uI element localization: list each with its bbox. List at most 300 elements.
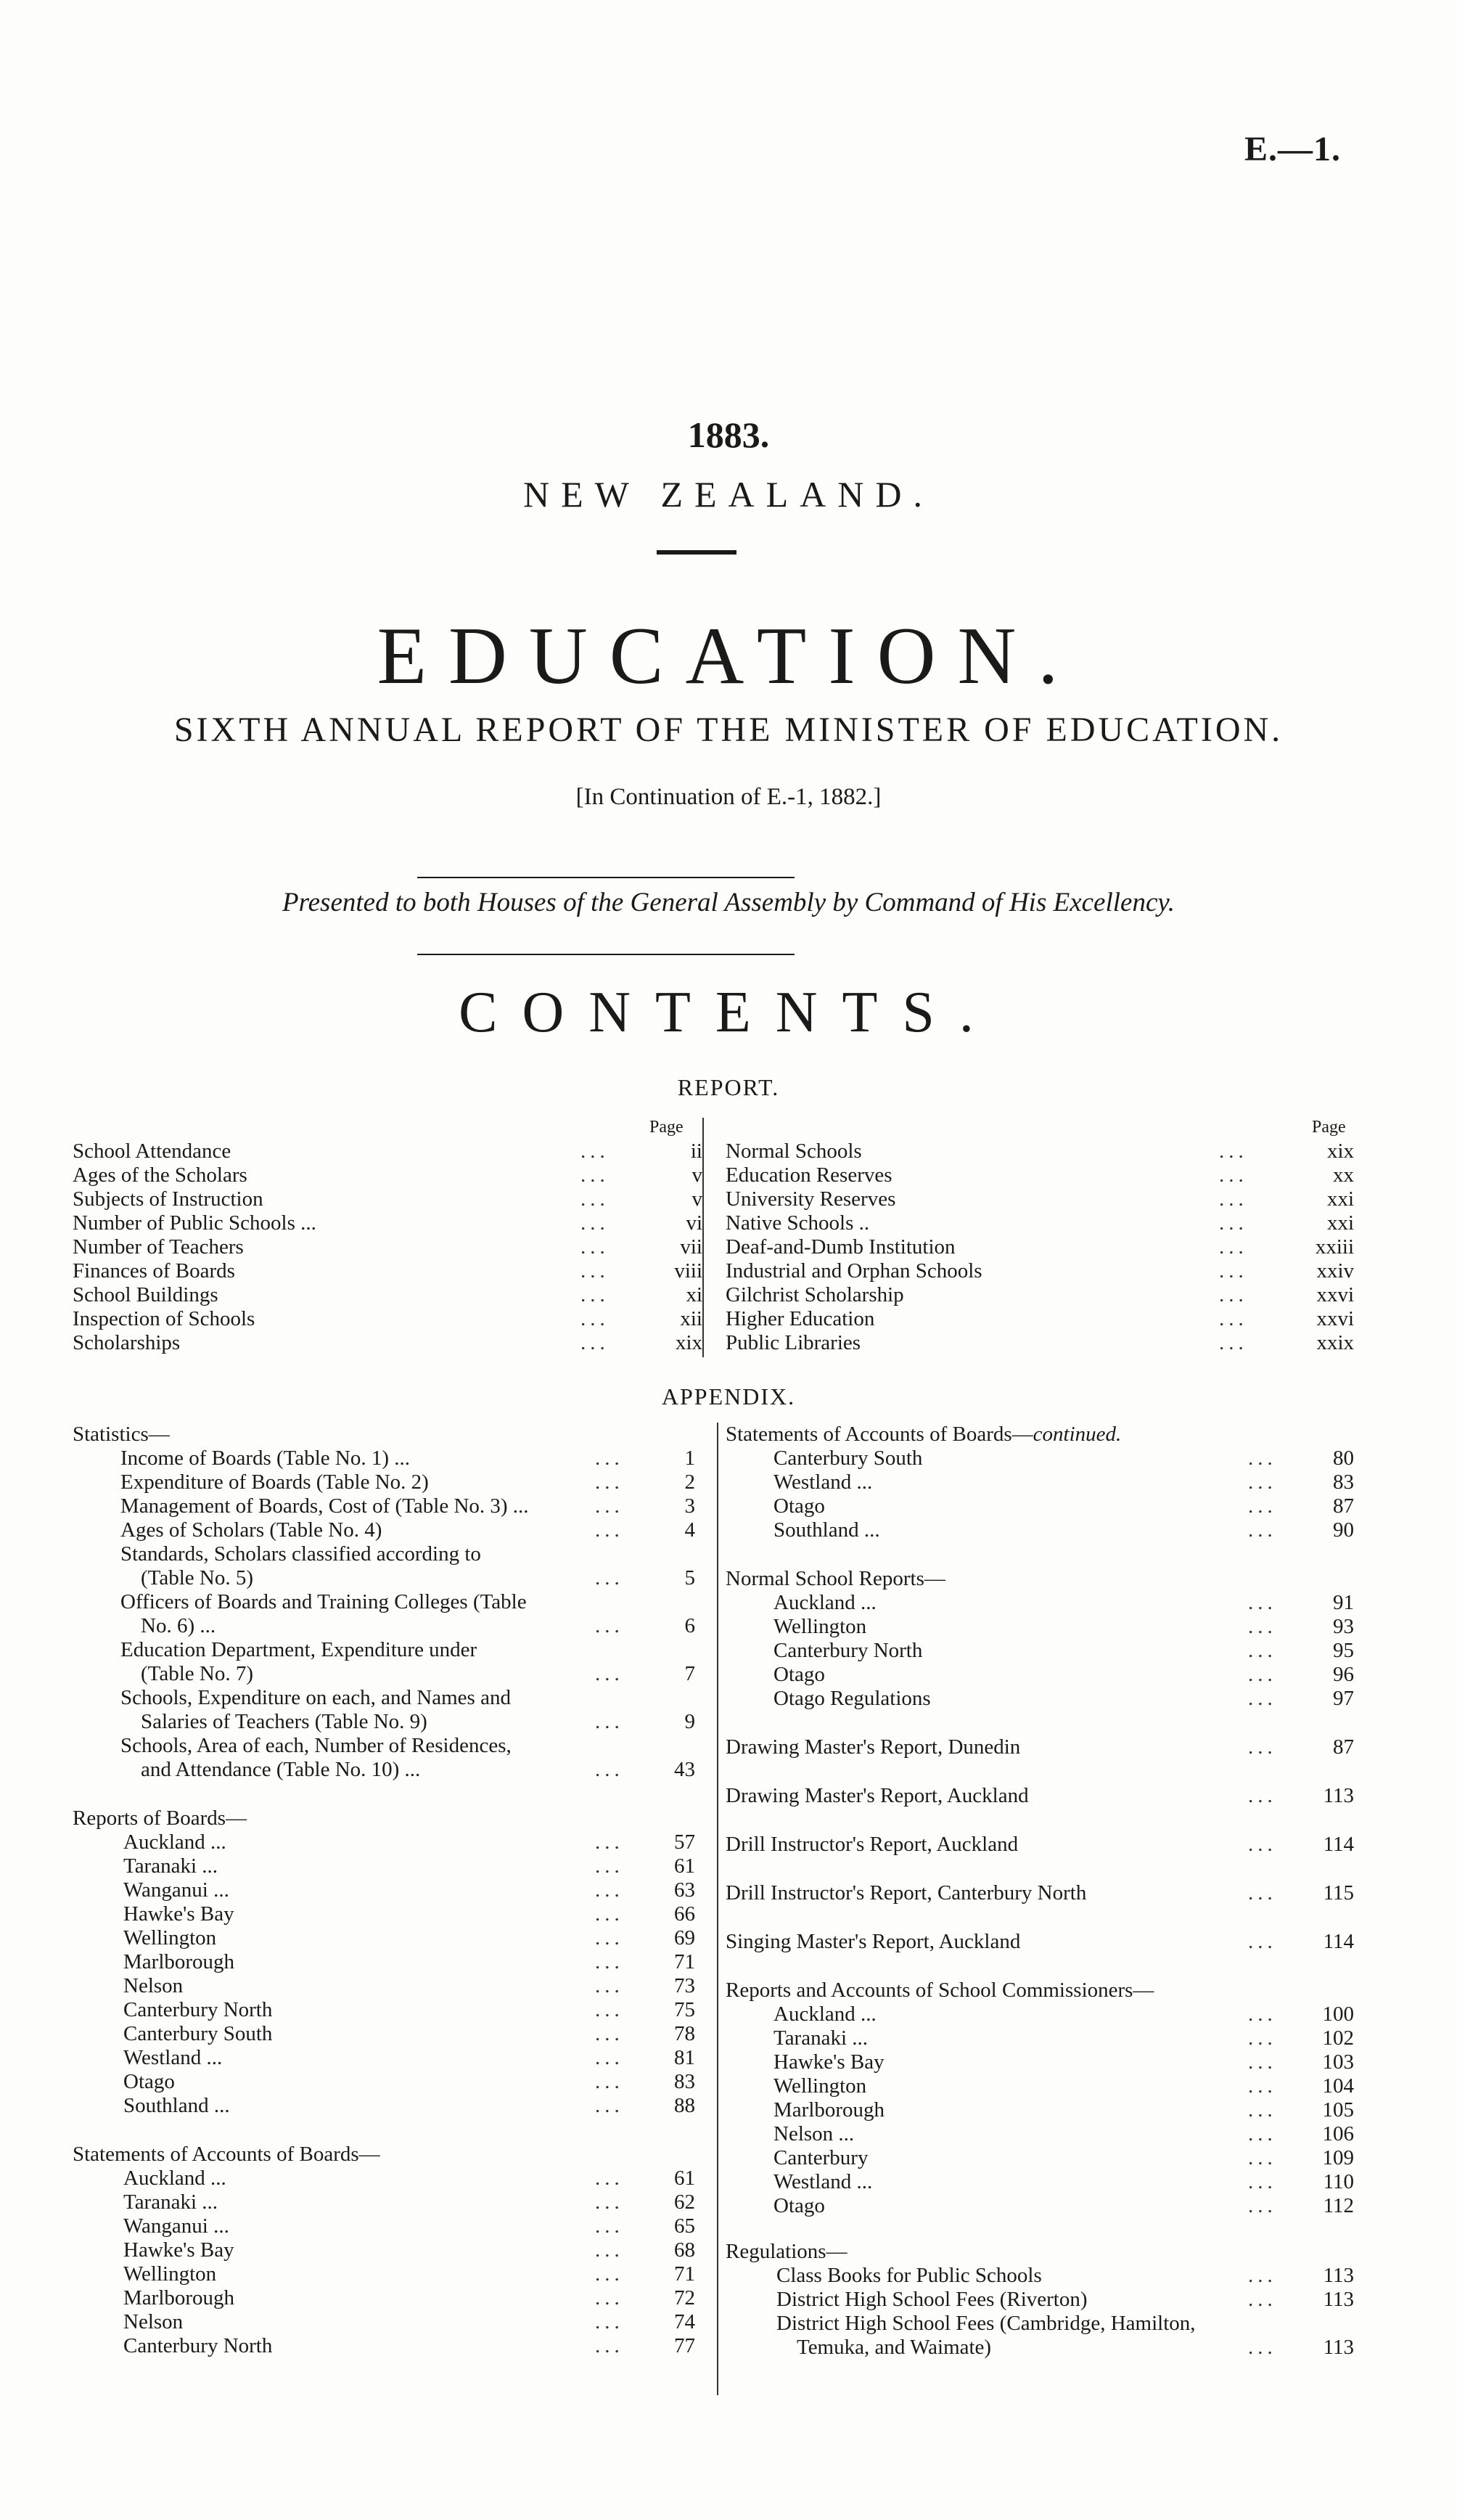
leader-dots: ... — [595, 1470, 624, 1494]
entry-label: Deaf-and-Dumb Institution — [726, 1235, 956, 1259]
report-entry — [726, 1331, 1357, 1355]
entry-label: District High School Fees (Riverton) — [776, 2288, 1088, 2311]
accounts-heading: Statements of Accounts of Boards— — [73, 2143, 380, 2166]
leader-dots: ... — [595, 2070, 624, 2093]
leader-dots: ... — [595, 1494, 624, 1518]
statistics-entry — [73, 1470, 697, 1494]
leader-dots: ... — [595, 1614, 624, 1637]
leader-dots: ... — [595, 2214, 624, 2238]
entry-page: 100 — [1322, 2002, 1354, 2026]
entry-page: xix — [1326, 1140, 1354, 1163]
document-code: E.—1. — [1244, 130, 1341, 168]
entry-label: Higher Education — [726, 1307, 875, 1330]
entry-page: 90 — [1333, 1518, 1354, 1542]
entry-label: Hawke's Bay — [773, 2050, 885, 2074]
entry-page: xxi — [1326, 1211, 1354, 1235]
entry-label: Marlborough — [123, 1950, 235, 1973]
entry-label: Hawke's Bay — [123, 2238, 234, 2262]
entry-label: Public Libraries — [726, 1331, 861, 1354]
board-account-entry — [73, 2190, 697, 2214]
leader-dots: ... — [1248, 1784, 1277, 1807]
leader-dots: ... — [595, 1878, 624, 1902]
entry-page: 9 — [684, 1710, 695, 1733]
report-entry — [726, 1163, 1357, 1187]
report-entry — [73, 1187, 704, 1211]
presented-top-rule — [417, 877, 795, 878]
entry-page: xxiii — [1315, 1235, 1354, 1259]
entry-page: 57 — [674, 1830, 695, 1854]
commissioner-entry — [726, 2170, 1357, 2194]
leader-dots: ... — [595, 1998, 624, 2021]
entry-page: 69 — [674, 1926, 695, 1950]
leader-dots: ... — [1248, 1470, 1277, 1494]
entry-page: vii — [680, 1235, 702, 1259]
entry-page: 113 — [1323, 2336, 1354, 2359]
board-report-entry — [73, 1830, 697, 1854]
column-divider — [717, 1423, 718, 2395]
entry-label: Number of Teachers — [73, 1235, 244, 1259]
contents-heading: CONTENTS. — [459, 981, 998, 1044]
entry-page: 62 — [674, 2190, 695, 2214]
leader-dots: ... — [1219, 1140, 1248, 1163]
entry-page: xx — [1333, 1163, 1354, 1187]
presented-bottom-rule — [417, 954, 795, 955]
leader-dots: ... — [580, 1331, 610, 1354]
report-section-heading: REPORT. — [677, 1074, 780, 1100]
normal-report-entry — [726, 1639, 1357, 1663]
title-rule — [657, 550, 736, 555]
entry-page: 4 — [684, 1518, 695, 1542]
report-entry — [726, 1187, 1357, 1211]
entry-page: 95 — [1333, 1639, 1354, 1662]
leader-dots: ... — [1248, 2264, 1277, 2287]
leader-dots: ... — [580, 1283, 610, 1306]
leader-dots: ... — [595, 1758, 624, 1781]
page-column-label: Page — [649, 1118, 684, 1137]
presented-line: Presented to both Houses of the General Assembly by Command of His Excellency. — [282, 888, 1175, 917]
leader-dots: ... — [580, 1235, 610, 1259]
entry-label: District High School Fees (Cambridge, Hamilton, — [776, 2312, 1196, 2335]
leader-dots: ... — [1248, 1447, 1277, 1470]
entry-label: Taranaki ... — [123, 1854, 218, 1878]
entry-page: v — [691, 1187, 702, 1211]
entry-page: 102 — [1322, 2026, 1354, 2050]
commissioner-entry — [726, 2002, 1357, 2026]
entry-page: 106 — [1322, 2122, 1354, 2145]
report-entry — [726, 1307, 1357, 1331]
entry-page: 61 — [674, 2167, 695, 2190]
entry-label: Taranaki ... — [123, 2190, 218, 2214]
leader-dots: ... — [580, 1163, 610, 1187]
heading-italic: continued. — [1033, 1423, 1122, 1446]
entry-label: Industrial and Orphan Schools — [726, 1259, 982, 1282]
commissioner-entry — [726, 2194, 1357, 2218]
entry-label: Schools, Expenditure on each, and Names and — [120, 1686, 511, 1709]
leader-dots: ... — [595, 2022, 624, 2045]
entry-label: Southland ... — [123, 2094, 230, 2117]
leader-dots: ... — [595, 1950, 624, 1973]
leader-dots: ... — [1248, 2026, 1277, 2050]
entry-page: 103 — [1322, 2050, 1354, 2074]
entry-page: 75 — [674, 1998, 695, 2021]
entry-page: xxiv — [1316, 1259, 1354, 1282]
report-entry — [73, 1331, 704, 1355]
entry-page: 61 — [674, 1854, 695, 1878]
entry-page: 6 — [684, 1614, 695, 1637]
entry-label: Number of Public Schools ... — [73, 1211, 316, 1235]
entry-label: Otago Regulations — [773, 1687, 931, 1710]
entry-page: 113 — [1323, 2264, 1354, 2287]
entry-page: 88 — [674, 2094, 695, 2117]
report-entry — [726, 1259, 1357, 1283]
appendix-section-heading: APPENDIX. — [661, 1383, 796, 1410]
leader-dots: ... — [1248, 1881, 1277, 1905]
entry-label: Otago — [773, 2194, 825, 2217]
board-account-entry — [73, 2167, 697, 2190]
leader-dots: ... — [1248, 2050, 1277, 2074]
single-report-entry — [726, 1735, 1357, 1759]
board-account-entry — [73, 2214, 697, 2238]
entry-label: Standards, Scholars classified according to — [120, 1542, 481, 1566]
board-account-entry — [73, 2286, 697, 2310]
normal-report-entry — [726, 1591, 1357, 1615]
board-account-entry — [73, 2310, 697, 2334]
statistics-entry — [73, 1590, 697, 1638]
board-report-entry — [73, 1878, 697, 1902]
board-report-entry — [73, 1926, 697, 1950]
entry-page: 83 — [674, 2070, 695, 2093]
entry-page: 105 — [1322, 2098, 1354, 2122]
report-year: 1883. — [687, 414, 770, 455]
leader-dots: ... — [595, 1662, 624, 1685]
board-report-entry — [73, 2022, 697, 2046]
entry-page: 71 — [674, 1950, 695, 1973]
entry-page: 93 — [1333, 1615, 1354, 1638]
report-entry — [73, 1283, 704, 1307]
commissioner-entry — [726, 2074, 1357, 2098]
entry-label: Temuka, and Waimate) — [797, 2336, 992, 2359]
leader-dots: ... — [580, 1259, 610, 1282]
entry-label: Scholarships — [73, 1331, 181, 1354]
entry-label: Schools, Area of each, Number of Residences, — [120, 1734, 512, 1757]
leader-dots: ... — [1248, 1663, 1277, 1686]
report-entry — [73, 1140, 704, 1163]
report-entry — [73, 1235, 704, 1259]
entry-label: Canterbury North — [123, 2334, 273, 2357]
leader-dots: ... — [1248, 2336, 1277, 2359]
entry-page: 109 — [1322, 2146, 1354, 2169]
leader-dots: ... — [1248, 1639, 1277, 1662]
single-report-entry — [726, 1881, 1357, 1905]
entry-page: 112 — [1323, 2194, 1354, 2217]
board-report-entry — [73, 1950, 697, 1974]
statistics-entry — [73, 1494, 697, 1518]
leader-dots: ... — [580, 1211, 610, 1235]
leader-dots: ... — [1248, 2146, 1277, 2169]
board-account-entry — [726, 1447, 1357, 1470]
entry-label: Canterbury South — [123, 2022, 273, 2045]
entry-page: 113 — [1323, 1784, 1354, 1807]
continuation-note: [In Continuation of E.-1, 1882.] — [575, 784, 882, 810]
entry-page: 5 — [684, 1566, 695, 1590]
leader-dots: ... — [595, 1854, 624, 1878]
report-entry — [726, 1235, 1357, 1259]
regulation-entry — [726, 2264, 1357, 2288]
entry-page: 43 — [674, 1758, 695, 1781]
entry-page: 113 — [1323, 2288, 1354, 2311]
entry-label: Nelson ... — [773, 2122, 855, 2145]
leader-dots: ... — [595, 2262, 624, 2286]
statistics-entry — [73, 1686, 697, 1734]
leader-dots: ... — [1219, 1259, 1248, 1282]
entry-label: University Reserves — [726, 1187, 896, 1211]
entry-label: Wanganui ... — [123, 1878, 229, 1902]
leader-dots: ... — [595, 2310, 624, 2333]
normal-report-entry — [726, 1663, 1357, 1687]
entry-label: Westland ... — [773, 2170, 873, 2193]
single-report-entry — [726, 1784, 1357, 1808]
leader-dots: ... — [595, 1566, 624, 1590]
commissioner-entry — [726, 2122, 1357, 2146]
entry-label: Subjects of Instruction — [73, 1187, 263, 1211]
entry-label: Canterbury North — [773, 1639, 923, 1662]
commissioner-entry — [726, 2098, 1357, 2122]
entry-page: 91 — [1333, 1591, 1354, 1614]
board-report-entry — [73, 1974, 697, 1998]
entry-label: Drawing Master's Report, Auckland — [726, 1784, 1029, 1807]
board-account-entry — [726, 1470, 1357, 1494]
entry-label: Wellington — [123, 2262, 217, 2286]
board-report-entry — [73, 2094, 697, 2118]
leader-dots: ... — [1248, 1615, 1277, 1638]
entry-page: 66 — [674, 1902, 695, 1926]
entry-page: 87 — [1333, 1494, 1354, 1518]
board-account-entry — [73, 2238, 697, 2262]
entry-label: Normal Schools — [726, 1140, 862, 1163]
entry-page: vi — [686, 1211, 702, 1235]
entry-label: School Buildings — [73, 1283, 218, 1306]
leader-dots: ... — [595, 2238, 624, 2262]
entry-label: Auckland ... — [123, 1830, 226, 1854]
entry-page: 81 — [674, 2046, 695, 2069]
leader-dots: ... — [1219, 1307, 1248, 1330]
column-divider — [702, 1118, 704, 1357]
entry-label: Education Department, Expenditure under — [120, 1638, 477, 1661]
entry-label: Canterbury — [773, 2146, 869, 2169]
entry-label: Ages of Scholars (Table No. 4) — [120, 1518, 382, 1542]
leader-dots: ... — [1248, 2098, 1277, 2122]
leader-dots: ... — [595, 2046, 624, 2069]
entry-label: Singing Master's Report, Auckland — [726, 1930, 1021, 1953]
entry-label: Otago — [773, 1494, 825, 1518]
entry-page: 7 — [684, 1662, 695, 1685]
leader-dots: ... — [580, 1140, 610, 1163]
statistics-entry — [73, 1518, 697, 1542]
board-report-entry — [73, 1854, 697, 1878]
leader-dots: ... — [595, 2167, 624, 2190]
report-entry — [73, 1163, 704, 1187]
entry-label: Southland ... — [773, 1518, 880, 1542]
entry-page: xii — [680, 1307, 702, 1330]
entry-page: xxi — [1326, 1187, 1354, 1211]
entry-label: Canterbury North — [123, 1998, 273, 2021]
entry-label: Ages of the Scholars — [73, 1163, 247, 1187]
board-account-entry — [726, 1494, 1357, 1518]
statistics-entry — [73, 1447, 697, 1470]
entry-label: No. 6) ... — [141, 1614, 216, 1637]
leader-dots: ... — [1219, 1283, 1248, 1306]
entry-label: (Table No. 5) — [141, 1566, 253, 1590]
entry-page: 72 — [674, 2286, 695, 2310]
entry-label: Marlborough — [773, 2098, 885, 2122]
leader-dots: ... — [595, 1926, 624, 1950]
board-report-entry — [73, 1902, 697, 1926]
entry-page: xxix — [1316, 1331, 1354, 1354]
accounts-continued-heading: Statements of Accounts of Boards—continued. — [726, 1423, 1122, 1446]
entry-label: Inspection of Schools — [73, 1307, 255, 1330]
commissioner-entry — [726, 2050, 1357, 2074]
leader-dots: ... — [595, 2190, 624, 2214]
normal-reports-heading: Normal School Reports— — [726, 1567, 945, 1590]
entry-page: 63 — [674, 1878, 695, 1902]
page-column-label: Page — [1312, 1118, 1346, 1137]
statistics-entry — [73, 1734, 697, 1782]
leader-dots: ... — [1248, 2074, 1277, 2098]
entry-label: Wellington — [773, 1615, 867, 1638]
entry-page: 80 — [1333, 1447, 1354, 1470]
entry-page: xi — [686, 1283, 702, 1306]
entry-page: 65 — [674, 2214, 695, 2238]
leader-dots: ... — [1248, 1687, 1277, 1710]
entry-label: Expenditure of Boards (Table No. 2) — [120, 1470, 429, 1494]
leader-dots: ... — [1248, 1518, 1277, 1542]
entry-page: xxvi — [1316, 1283, 1354, 1306]
board-account-entry — [726, 1518, 1357, 1542]
entry-page: 104 — [1322, 2074, 1354, 2098]
entry-label: and Attendance (Table No. 10) ... — [141, 1758, 421, 1781]
entry-label: Gilchrist Scholarship — [726, 1283, 904, 1306]
leader-dots: ... — [1248, 1494, 1277, 1518]
entry-page: 96 — [1333, 1663, 1354, 1686]
entry-page: v — [691, 1163, 702, 1187]
entry-label: Officers of Boards and Training Colleges (Table — [120, 1590, 527, 1613]
board-account-entry — [73, 2262, 697, 2286]
reports-heading: Reports of Boards— — [73, 1807, 247, 1830]
entry-page: 2 — [684, 1470, 695, 1494]
report-entry — [73, 1211, 704, 1235]
leader-dots: ... — [1219, 1187, 1248, 1211]
entry-page: 1 — [684, 1447, 695, 1470]
leader-dots: ... — [595, 2286, 624, 2310]
report-entry — [726, 1211, 1357, 1235]
entry-label: Drill Instructor's Report, Canterbury North — [726, 1881, 1087, 1905]
report-entry — [726, 1283, 1357, 1307]
leader-dots: ... — [580, 1187, 610, 1211]
leader-dots: ... — [595, 2334, 624, 2357]
entry-page: viii — [674, 1259, 702, 1282]
commissioner-entry — [726, 2146, 1357, 2170]
entry-page: 87 — [1333, 1735, 1354, 1759]
report-entry — [73, 1307, 704, 1331]
entry-label: Marlborough — [123, 2286, 235, 2310]
entry-label: Drawing Master's Report, Dunedin — [726, 1735, 1021, 1759]
entry-page: 110 — [1323, 2170, 1354, 2193]
regulation-entry — [726, 2288, 1357, 2312]
entry-label: (Table No. 7) — [141, 1662, 253, 1685]
leader-dots: ... — [1248, 2288, 1277, 2311]
leader-dots: ... — [1248, 2122, 1277, 2145]
leader-dots: ... — [595, 1447, 624, 1470]
statistics-heading: Statistics— — [73, 1423, 170, 1446]
entry-page: 77 — [674, 2334, 695, 2357]
report-entry — [73, 1259, 704, 1283]
entry-page: 78 — [674, 2022, 695, 2045]
board-account-entry — [73, 2334, 697, 2358]
report-subtitle: SIXTH ANNUAL REPORT OF THE MINISTER OF EDUCATION. — [173, 711, 1284, 749]
entry-label: Native Schools .. — [726, 1211, 870, 1235]
normal-report-entry — [726, 1687, 1357, 1711]
report-entry — [726, 1140, 1357, 1163]
entry-label: Management of Boards, Cost of (Table No. 3) ... — [120, 1494, 529, 1518]
regulation-entry — [726, 2312, 1357, 2360]
entry-label: Auckland ... — [773, 2002, 877, 2026]
entry-page: 71 — [674, 2262, 695, 2286]
commissioner-entry — [726, 2026, 1357, 2050]
entry-page: 114 — [1323, 1930, 1354, 1953]
main-title: EDUCATION. — [377, 611, 1080, 701]
leader-dots: ... — [595, 1518, 624, 1542]
entry-label: Education Reserves — [726, 1163, 892, 1187]
country-name: NEW ZEALAND. — [523, 474, 934, 515]
statistics-entry — [73, 1542, 697, 1590]
entry-page: 83 — [1333, 1470, 1354, 1494]
leader-dots: ... — [1219, 1331, 1248, 1354]
entry-label: Auckland ... — [773, 1591, 877, 1614]
leader-dots: ... — [580, 1307, 610, 1330]
single-report-entry — [726, 1833, 1357, 1857]
commissioners-heading: Reports and Accounts of School Commissioners— — [726, 1979, 1154, 2002]
leader-dots: ... — [595, 1974, 624, 1997]
leader-dots: ... — [1219, 1163, 1248, 1187]
leader-dots: ... — [1248, 1591, 1277, 1614]
entry-label: Westland ... — [773, 1470, 873, 1494]
leader-dots: ... — [1248, 1930, 1277, 1953]
entry-label: Westland ... — [123, 2046, 223, 2069]
leader-dots: ... — [1248, 1735, 1277, 1759]
entry-page: ii — [690, 1140, 702, 1163]
entry-label: Hawke's Bay — [123, 1902, 234, 1926]
entry-label: Auckland ... — [123, 2167, 226, 2190]
leader-dots: ... — [595, 1710, 624, 1733]
entry-label: Otago — [123, 2070, 175, 2093]
leader-dots: ... — [1248, 2002, 1277, 2026]
entry-label: Finances of Boards — [73, 1259, 235, 1282]
entry-label: Class Books for Public Schools — [776, 2264, 1042, 2287]
statistics-entry — [73, 1638, 697, 1686]
leader-dots: ... — [1248, 2170, 1277, 2193]
entry-label: Income of Boards (Table No. 1) ... — [120, 1447, 411, 1470]
single-report-entry — [726, 1930, 1357, 1954]
entry-page: 73 — [674, 1974, 695, 1997]
board-report-entry — [73, 1998, 697, 2022]
leader-dots: ... — [595, 1902, 624, 1926]
leader-dots: ... — [1219, 1211, 1248, 1235]
entry-page: 74 — [674, 2310, 695, 2333]
leader-dots: ... — [595, 1830, 624, 1854]
entry-label: Canterbury South — [773, 1447, 923, 1470]
entry-label: Drill Instructor's Report, Auckland — [726, 1833, 1019, 1856]
entry-page: 68 — [674, 2238, 695, 2262]
